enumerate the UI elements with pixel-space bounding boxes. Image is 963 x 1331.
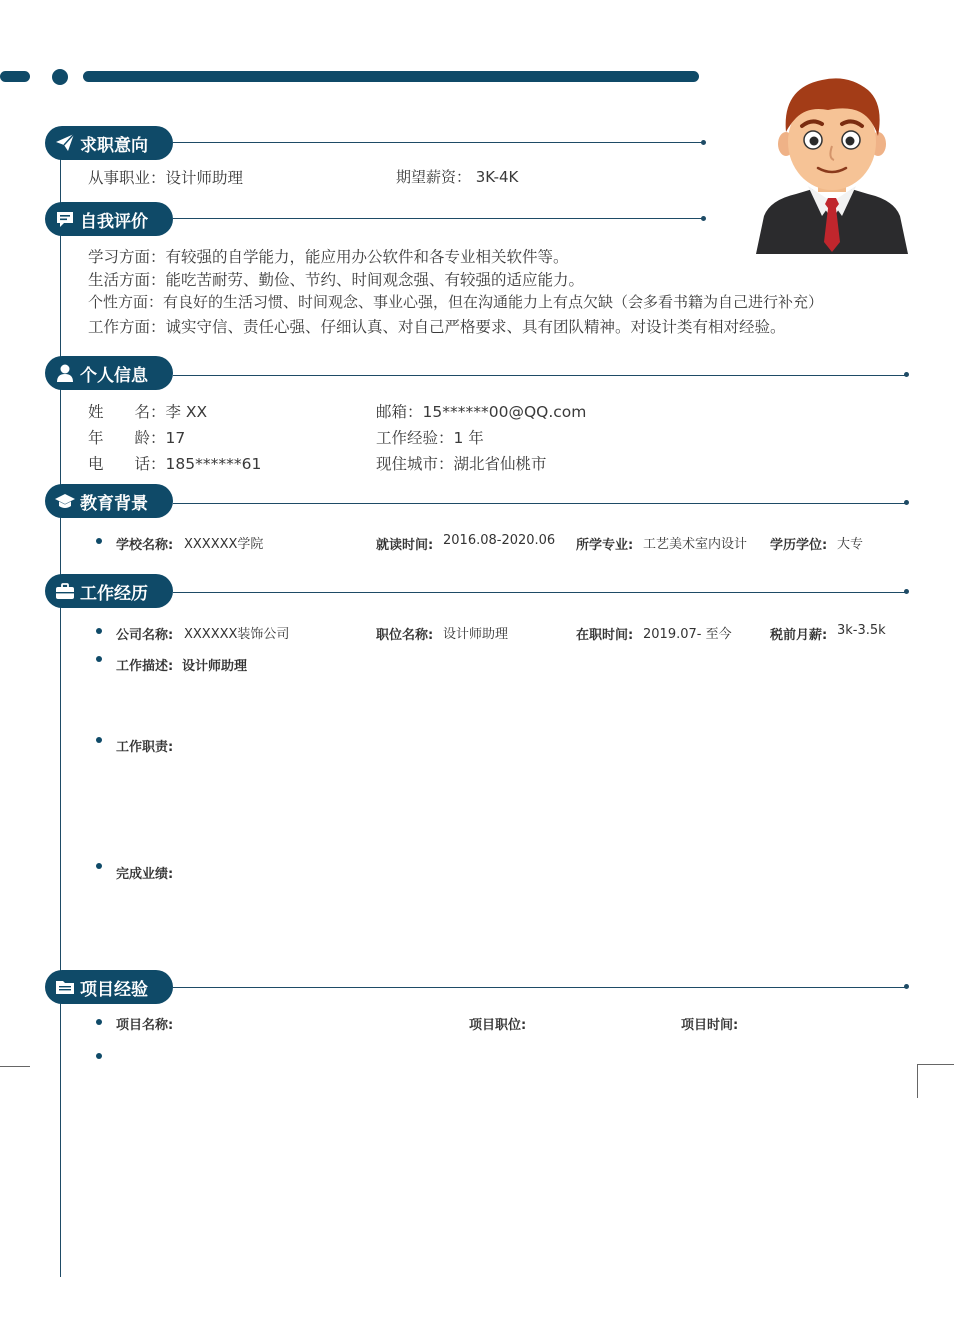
section-rule	[173, 142, 703, 143]
position-value: 设计师助理	[443, 627, 509, 642]
project-time-label: 项目时间:	[681, 1018, 739, 1033]
period-value: 2016.08-2020.06	[443, 533, 556, 548]
self-eval-line: 生活方面：能吃苦耐劳、勤俭、节约、时间观念强、有较强的适应能力。	[88, 271, 585, 289]
project-name-label: 项目名称:	[116, 1018, 174, 1033]
briefcase-icon	[55, 581, 75, 601]
age-field: 年 龄：17	[88, 429, 186, 447]
phone-field: 电 话：185******61	[88, 455, 262, 473]
section-rule-dot	[904, 372, 909, 377]
school-label: 学校名称:	[116, 538, 174, 553]
degree-value: 大专	[837, 537, 864, 552]
work-desc-label: 工作描述:	[116, 659, 174, 674]
name-field: 姓 名：李 XX	[88, 403, 208, 421]
section-rule	[173, 375, 907, 376]
section-tab-education	[45, 484, 173, 518]
company-label: 公司名称:	[116, 628, 174, 643]
section-title: 求职意向	[80, 135, 148, 156]
project-role-label: 项目职位:	[469, 1018, 527, 1033]
experience-field: 工作经验：1 年	[376, 429, 484, 447]
self-eval-line: 学习方面：有较强的自学能力，能应用办公软件和各专业相关软件等。	[88, 248, 569, 266]
section-tab-work	[45, 574, 173, 608]
timeline-line	[60, 142, 61, 1277]
section-rule-dot	[701, 140, 706, 145]
section-title: 教育背景	[80, 493, 148, 514]
period-label: 就读时间:	[376, 538, 434, 553]
list-bullet	[96, 1019, 102, 1025]
section-tab-job-intent	[45, 126, 173, 160]
section-title: 自我评价	[80, 211, 148, 232]
tenure-label: 在职时间:	[576, 628, 634, 643]
major-value: 工艺美术室内设计	[643, 537, 748, 552]
section-tab-self-eval	[45, 202, 173, 236]
list-bullet	[96, 656, 102, 662]
achievement-label: 完成业绩:	[116, 867, 174, 882]
folder-icon	[55, 977, 75, 997]
section-rule	[173, 592, 907, 593]
occupation-text: 从事职业：设计师助理	[88, 169, 244, 187]
section-title: 个人信息	[80, 365, 148, 386]
list-bullet	[96, 863, 102, 869]
degree-label: 学历学位:	[770, 538, 828, 553]
tenure-value: 2019.07- 至今	[643, 627, 732, 642]
header-decor-bar	[83, 71, 699, 82]
section-tab-personal	[45, 356, 173, 390]
list-bullet	[96, 737, 102, 743]
section-title: 工作经历	[80, 583, 148, 604]
section-tab-project	[45, 970, 173, 1004]
self-eval-line: 工作方面：诚实守信、责任心强、仔细认真、对自己严格要求、具有团队精神。对设计类有相对经验。	[88, 318, 786, 336]
work-duty-label: 工作职责:	[116, 740, 174, 755]
salary-text: 期望薪资： 3K-4K	[396, 168, 519, 186]
section-title: 项目经验	[80, 979, 148, 1000]
user-icon	[55, 363, 75, 383]
company-value: XXXXXX装饰公司	[184, 627, 290, 642]
header-decor-dot	[52, 69, 68, 85]
major-label: 所学专业:	[576, 538, 634, 553]
chat-icon	[55, 209, 75, 229]
corner-mark-left	[0, 1066, 30, 1067]
list-bullet	[96, 1053, 102, 1059]
paper-plane-icon	[55, 133, 75, 153]
email-field: 邮箱：15******00@QQ.com	[376, 403, 587, 421]
position-label: 职位名称:	[376, 628, 434, 643]
avatar	[756, 70, 908, 254]
section-rule	[173, 503, 907, 504]
self-eval-line: 个性方面：有良好的生活习惯、时间观念、事业心强，但在沟通能力上有点欠缺（会多看书籍为自己进行补充）	[88, 293, 824, 311]
corner-mark-right-vertical	[917, 1064, 918, 1098]
section-rule-dot	[904, 500, 909, 505]
work-desc-value: 设计师助理	[182, 659, 248, 674]
school-value: XXXXXX学院	[184, 537, 264, 552]
corner-mark-right	[918, 1064, 954, 1065]
section-rule	[173, 218, 703, 219]
list-bullet	[96, 538, 102, 544]
salary-value: 3k-3.5k	[837, 623, 886, 638]
section-rule	[173, 987, 907, 988]
header-decor-dash	[0, 71, 30, 82]
graduation-cap-icon	[55, 491, 75, 511]
section-rule-dot	[701, 216, 706, 221]
list-bullet	[96, 628, 102, 634]
section-rule-dot	[904, 589, 909, 594]
salary-label: 税前月薪:	[770, 628, 828, 643]
section-rule-dot	[904, 984, 909, 989]
city-field: 现住城市：湖北省仙桃市	[376, 455, 547, 473]
